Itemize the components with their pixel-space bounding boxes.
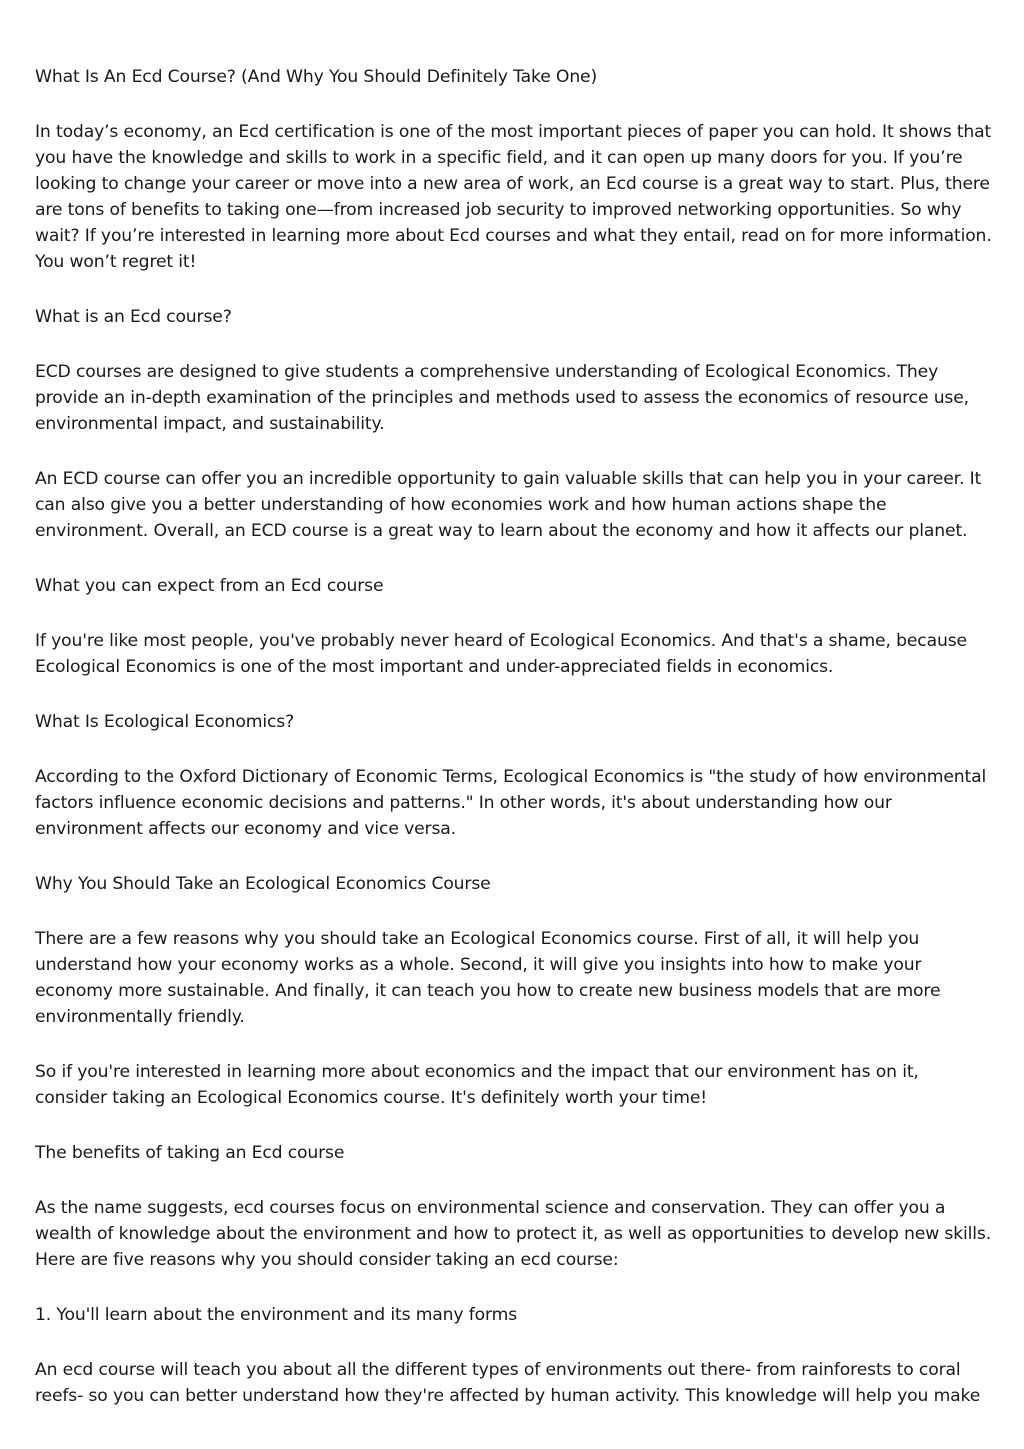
section-heading-ecological-economics: What Is Ecological Economics? bbox=[35, 712, 295, 732]
paragraph: So if you're interested in learning more about economics and the impact that our environment has on it, consider taking an Ecological Economics course. It's definitely worth your time! bbox=[35, 1062, 919, 1108]
paragraph: According to the Oxford Dictionary of Economic Terms, Ecological Economics is "the study of how environmental factors influence economic decisions and patterns." In other words, it's about understanding how our environment affects our economy and vice versa. bbox=[35, 767, 987, 839]
paragraph: As the name suggests, ecd courses focus on environmental science and conservation. They can offer you a wealth of knowledge about the environment and how to protect it, as well as opportunities to develop new skills. Here are five reasons why you should consider taking an ecd course: bbox=[35, 1198, 992, 1270]
section-heading-why-take: Why You Should Take an Ecological Economics Course bbox=[35, 874, 491, 894]
section-heading-benefits: The benefits of taking an Ecd course bbox=[35, 1143, 345, 1163]
section-heading-what-is: What is an Ecd course? bbox=[35, 307, 232, 327]
paragraph: An ECD course can offer you an incredible opportunity to gain valuable skills that can help you in your career. It can also give you a better understanding of how economies work and how human actions shape the environment. Overall, an ECD course is a great way to learn about the economy and how it affects our planet. bbox=[35, 469, 982, 541]
section-heading-expect: What you can expect from an Ecd course bbox=[35, 576, 384, 596]
intro-paragraph: In today’s economy, an Ecd certification is one of the most important pieces of paper you can hold. It shows that you have the knowledge and skills to work in a specific field, and it can open up many doors for you. If you’re looking to change your career or move into a new area of work, an Ecd course is a great way to start. Plus, there are tons of benefits to taking one—from increased job security to improved networking opportunities. So why wait? If you’re interested in learning more about Ecd courses and what they entail, read on for more information. You won’t regret it! bbox=[35, 122, 992, 272]
paragraph: There are a few reasons why you should take an Ecological Economics course. First of all, it will help you understand how your economy works as a whole. Second, it will give you insights into how to make your economy more sustainable. And finally, it can teach you how to create new business models that are more environmentally friendly. bbox=[35, 929, 941, 1027]
document-title: What Is An Ecd Course? (And Why You Should Definitely Take One) bbox=[35, 67, 598, 87]
paragraph: An ecd course will teach you about all the different types of environments out there- from rainforests to coral reefs- so you can better understand how they're affected by human activity. This knowledge will help you make bbox=[35, 1360, 981, 1406]
list-heading-environment: 1. You'll learn about the environment and its many forms bbox=[35, 1305, 518, 1325]
paragraph: ECD courses are designed to give students a comprehensive understanding of Ecological Economics. They provide an in-depth examination of the principles and methods used to assess the economics of resource use, environmental impact, and sustainability. bbox=[35, 362, 969, 434]
paragraph: If you're like most people, you've probably never heard of Ecological Economics. And that's a shame, because Ecological Economics is one of the most important and under-appreciated fields in economics. bbox=[35, 631, 967, 677]
document-body bbox=[35, 64, 995, 1409]
